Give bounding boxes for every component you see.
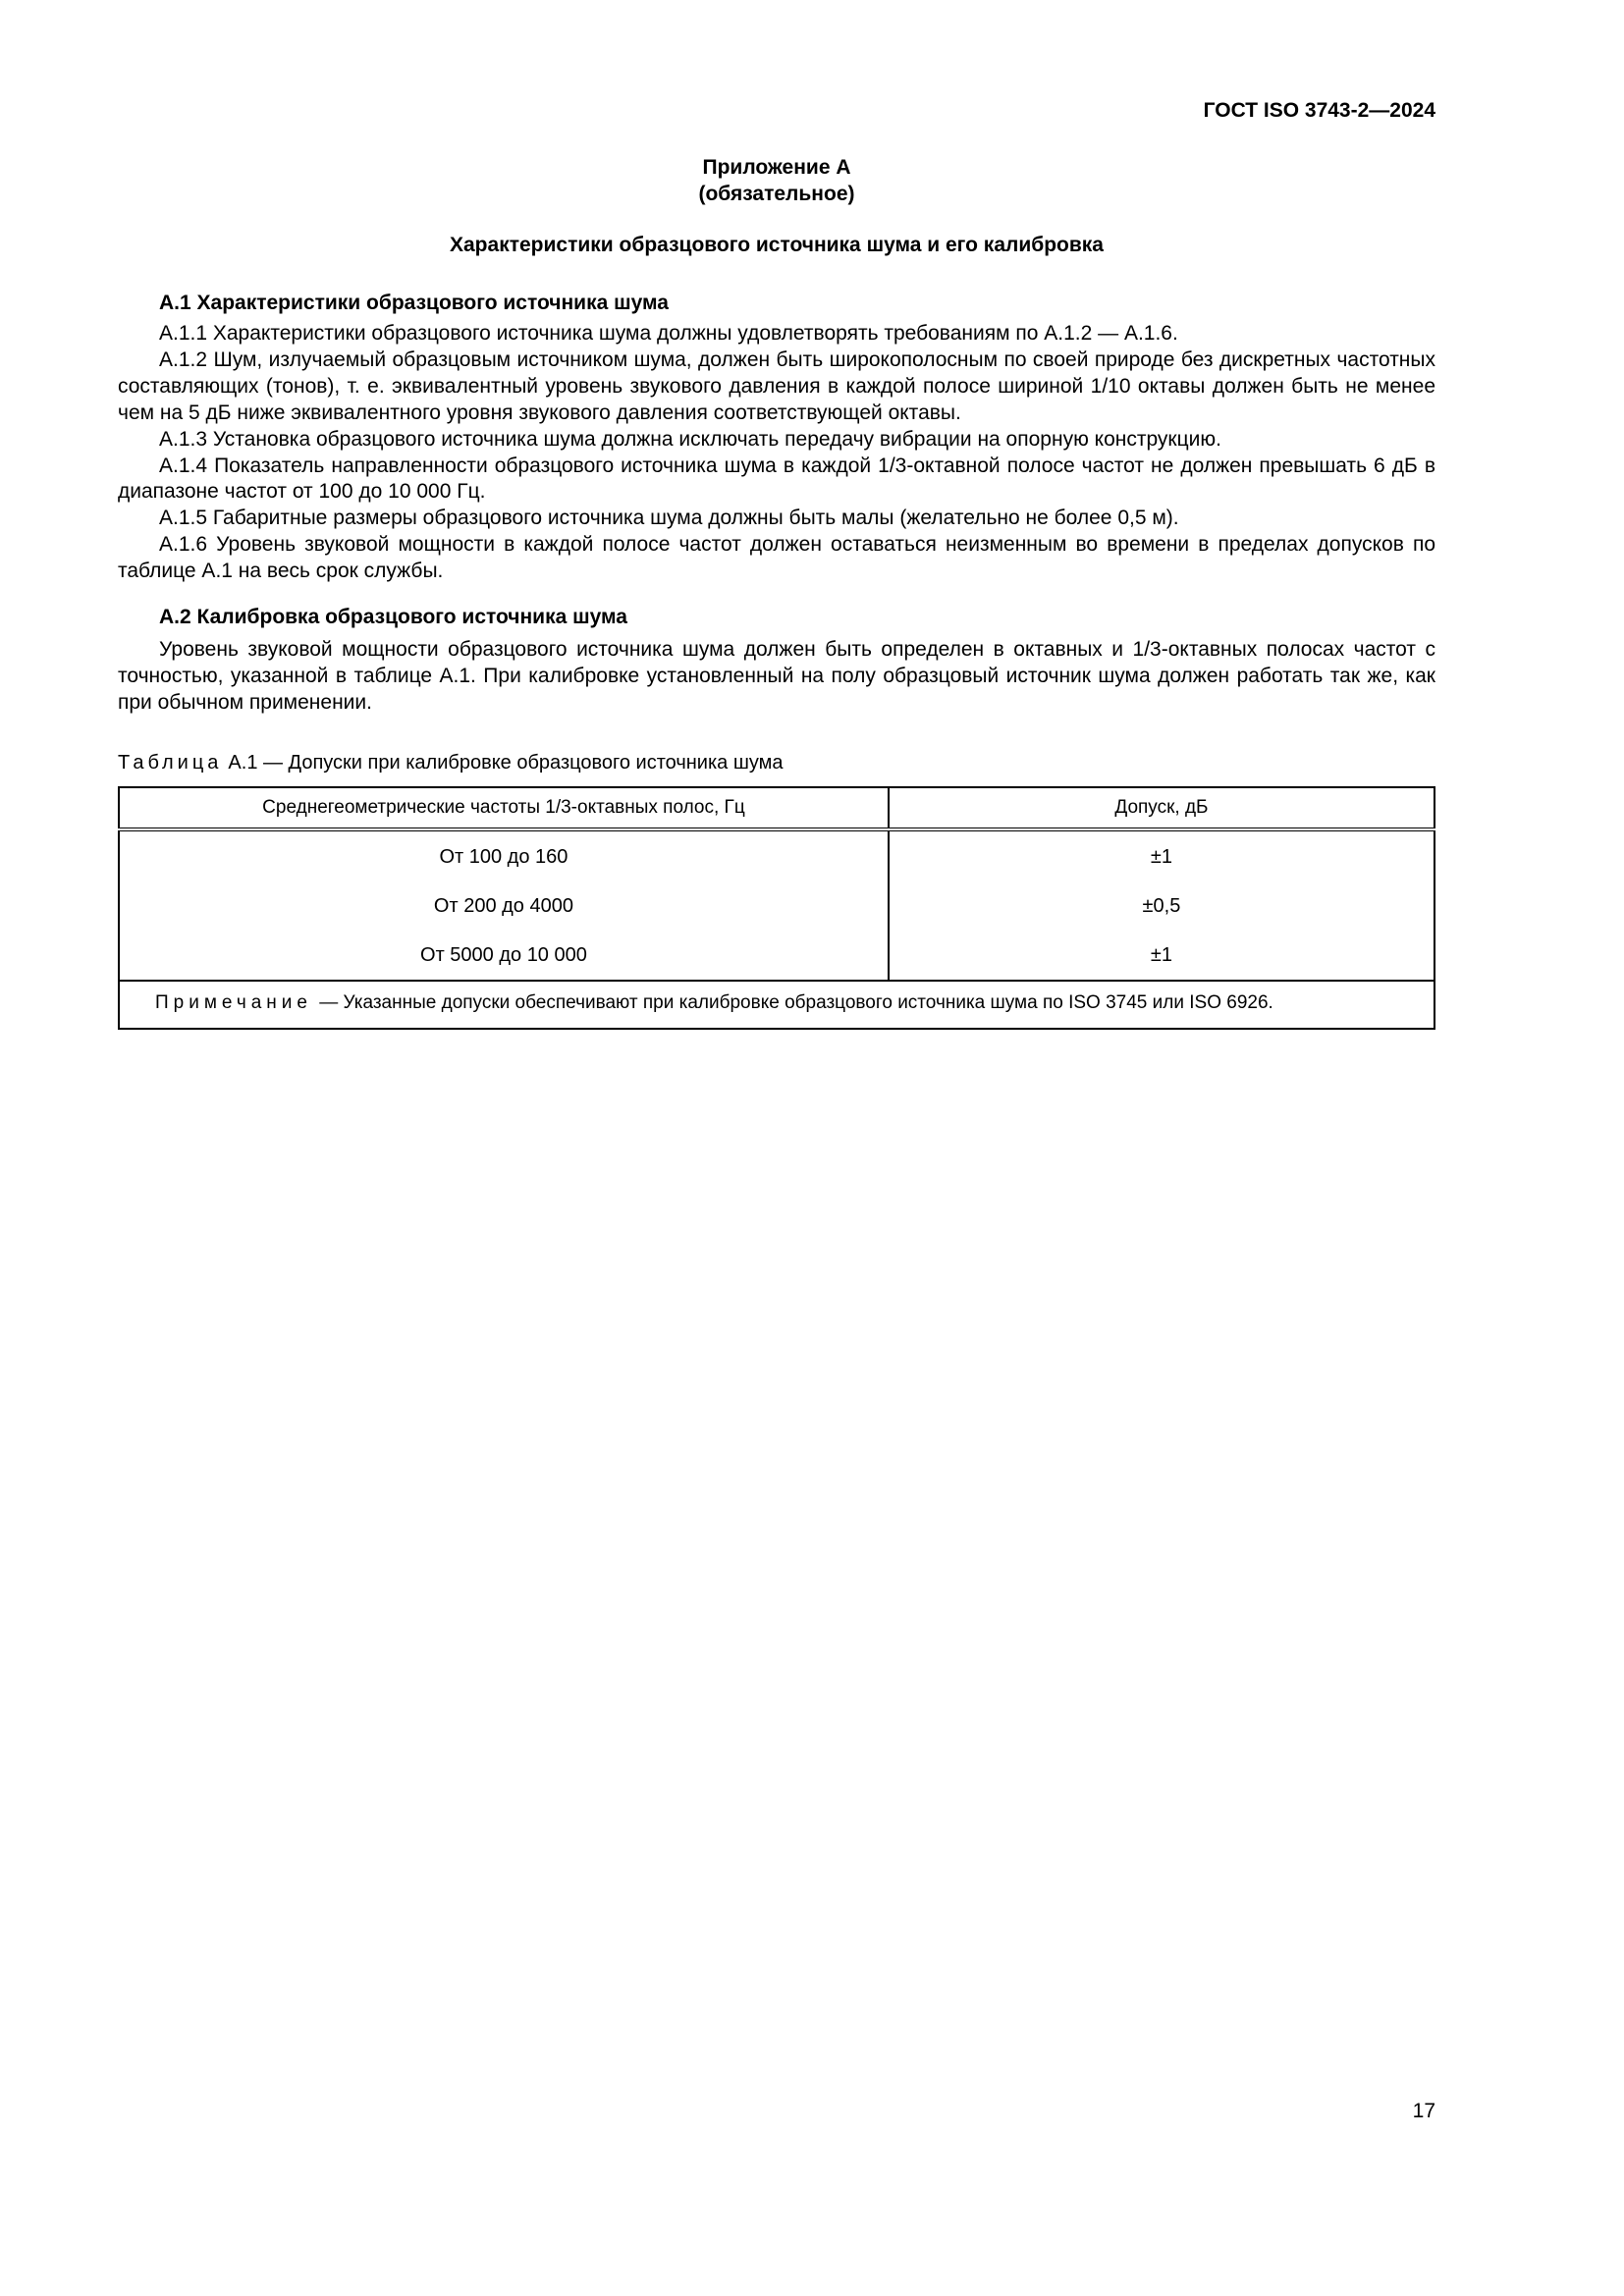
annex-type: (обязательное) [698, 183, 855, 206]
table-row [119, 829, 1435, 882]
table-header-row [119, 787, 1435, 829]
section-a2-heading: А.2 Калибровка образцового источника шума [159, 605, 627, 628]
paragraph-a2-1: Уровень звуковой мощности образцового источника шума должен быть определен в октавных и 1/3-октавных полосах частот с точностью, указанной в таблице А.1. При калибровке установленный на полу образцовый источник шума должен работать так же, как при обычном применении. [118, 637, 1435, 714]
note-label: Примечание [155, 992, 312, 1014]
paragraph-a1-6: А.1.6 Уровень звуковой мощности в каждой полосе частот должен оставаться неизменным во времени в пределах допусков по таблице А.1 на весь срок службы. [118, 533, 1435, 583]
cell-frequency-range: От 200 до 4000 [119, 882, 889, 932]
document-title: Характеристики образцового источника шума и его калибровка [450, 234, 1104, 257]
cell-frequency-range: От 5000 до 10 000 [119, 932, 889, 982]
section-a1-heading: А.1 Характеристики образцового источника шума [159, 292, 669, 315]
cell-tolerance: ±1 [1150, 943, 1172, 966]
cell-tolerance: ±0,5 [1142, 894, 1181, 917]
table-caption-label: Таблица [118, 752, 223, 774]
column-header-frequencies: Среднегеометрические частоты 1/3-октавных полос, Гц [119, 787, 889, 829]
page-number: 17 [1412, 2100, 1435, 2122]
annex-label: Приложение А [702, 155, 851, 179]
table-note-row [119, 981, 1435, 1029]
tolerance-table [118, 786, 1435, 1030]
column-header-tolerance: Допуск, дБ [889, 787, 1435, 829]
table-caption [118, 751, 1435, 776]
paragraph-a1-3: А.1.3 Установка образцового источника шума должна исключать передачу вибрации на опорную конструкцию. [159, 427, 1221, 451]
paragraph-a1-4: А.1.4 Показатель направленности образцового источника шума в каждой 1/3-октавной полосе частот не должен превышать 6 дБ в диапазоне частот от 100 до 10 000 Гц. [118, 454, 1435, 504]
cell-tolerance: ±1 [1150, 846, 1172, 869]
paragraph-a1-1: А.1.1 Характеристики образцового источника шума должны удовлетворять требованиям по А.1.2 — А.1.6. [159, 322, 1178, 346]
note-text: — Указанные допуски обеспечивают при калибровке образцового источника шума по ISO 3745 или ISO 6926. [319, 992, 1273, 1014]
table-note [119, 981, 1435, 1029]
running-header [118, 98, 1435, 125]
table-row [119, 882, 1435, 932]
standard-designation: ГОСТ ISO 3743-2—2024 [1203, 99, 1435, 122]
annex-heading [118, 154, 1435, 208]
table-row [119, 932, 1435, 982]
paragraph-a1-5: А.1.5 Габаритные размеры образцового источника шума должны быть малы (желательно не более 0,5 м). [159, 507, 1179, 530]
table-caption-text: А.1 — Допуски при калибровке образцового источника шума [228, 752, 784, 774]
cell-frequency-range: От 100 до 160 [119, 829, 889, 882]
paragraph-a1-2: А.1.2 Шум, излучаемый образцовым источником шума, должен быть широкополосным по своей природе без дискретных частотных составляющих (тонов), т. е. эквивалентный уровень звукового давления в каждой полосе шириной 1/10 октавы должен быть не менее чем на 5 дБ ниже эквивалентного уровня звукового давления соответствующей октавы. [118, 348, 1435, 424]
